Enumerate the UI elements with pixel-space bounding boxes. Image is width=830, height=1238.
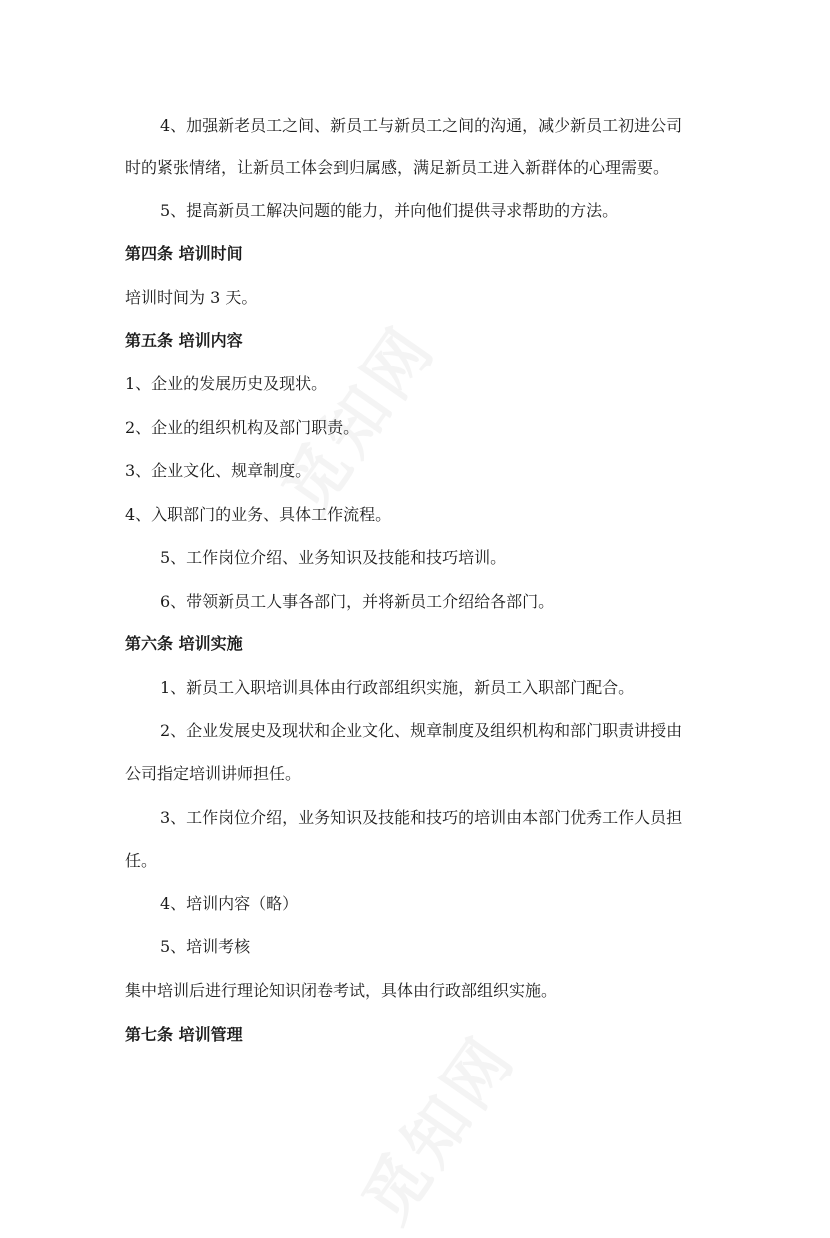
section-heading: 第五条 培训内容: [125, 331, 243, 350]
list-item: 3、企业文化、规章制度。: [125, 461, 312, 480]
paragraph-line: 培训时间为 3 天。: [125, 288, 258, 307]
paragraph-line: 3、工作岗位介绍，业务知识及技能和技巧的培训由本部门优秀工作人员担: [160, 808, 683, 827]
paragraph-line: 2、企业发展史及现状和企业文化、规章制度及组织机构和部门职责讲授由: [160, 721, 683, 740]
section-heading: 第七条 培训管理: [125, 1025, 243, 1044]
paragraph-line: 5、培训考核: [160, 937, 251, 956]
paragraph-line: 5、提高新员工解决问题的能力，并向他们提供寻求帮助的方法。: [160, 201, 619, 220]
paragraph-line: 集中培训后进行理论知识闭卷考试，具体由行政部组织实施。: [125, 981, 558, 1000]
paragraph-line: 任。: [125, 851, 158, 870]
paragraph-line: 1、新员工入职培训具体由行政部组织实施，新员工入职部门配合。: [160, 678, 635, 697]
list-item: 6、带领新员工人事各部门，并将新员工介绍给各部门。: [160, 592, 555, 611]
watermark: [337, 1014, 533, 1238]
section-heading: 第六条 培训实施: [125, 634, 243, 653]
paragraph-line: 4、培训内容（略）: [160, 894, 299, 913]
list-item: 1、企业的发展历史及现状。: [125, 374, 328, 393]
paragraph-line: 时的紧张情绪，让新员工体会到归属感，满足新员工进入新群体的心理需要。: [125, 158, 670, 177]
paragraph-line: 公司指定培训讲师担任。: [125, 764, 302, 783]
list-item: 2、企业的组织机构及部门职责。: [125, 418, 360, 437]
section-heading: 第四条 培训时间: [125, 244, 243, 263]
paragraph-line: 4、加强新老员工之间、新员工与新员工之间的沟通，减少新员工初进公司: [160, 116, 683, 135]
list-item: 5、工作岗位介绍、业务知识及技能和技巧培训。: [160, 548, 507, 567]
list-item: 4、入职部门的业务、具体工作流程。: [125, 505, 392, 524]
